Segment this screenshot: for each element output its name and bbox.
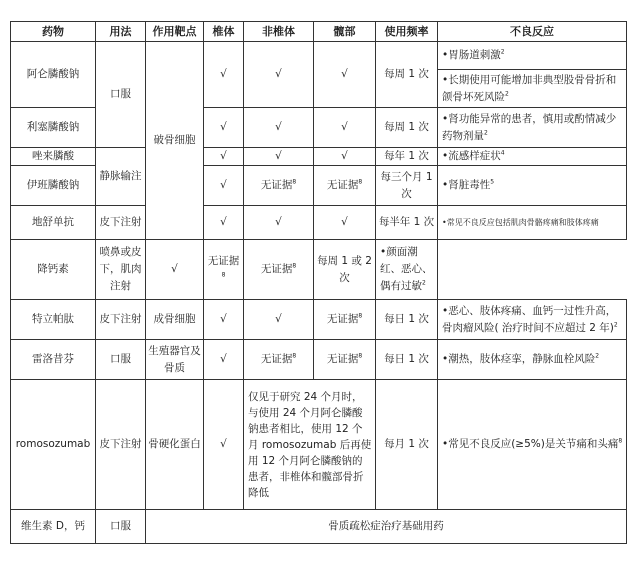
target-cell: 生殖器官及骨质 <box>146 340 204 380</box>
drug-cell: 维生素 D，钙 <box>11 510 96 544</box>
adverse-cell: •常见不良反应包括肌肉骨骼疼痛和肢体疼痛 <box>438 206 627 240</box>
frequency-cell: 每日 1 次 <box>376 300 438 340</box>
vertebral-cell: √ <box>204 206 244 240</box>
drug-cell: 利塞膦酸钠 <box>11 108 96 148</box>
table-row <box>11 240 627 300</box>
frequency-cell: 每半年 1 次 <box>376 206 438 240</box>
vertebral-cell: √ <box>204 380 244 510</box>
header-nonvertebral: 非椎体 <box>244 22 314 42</box>
header-row <box>11 22 627 42</box>
vertebral-cell: √ <box>146 240 204 300</box>
adverse-cell: •胃肠道刺激$^2$ <box>438 42 627 70</box>
route-cell: 口服 <box>96 340 146 380</box>
table-row <box>11 380 627 510</box>
adverse-cell: •流感样症状$^4$ <box>438 148 627 166</box>
drug-cell: romosozumab <box>11 380 96 510</box>
header-hip: 髋部 <box>314 22 376 42</box>
nonvertebral-cell: 无证据$^8$ <box>244 166 314 206</box>
hip-cell: 无证据$^8$ <box>314 300 376 340</box>
frequency-cell: 每三个月 1 次 <box>376 166 438 206</box>
adverse-cell: •肾功能异常的患者，慎用或酌情减少药物剂量$^2$ <box>438 108 627 148</box>
route-cell: 喷鼻或皮下，肌肉注射 <box>96 240 146 300</box>
vertebral-cell: √ <box>204 148 244 166</box>
target-cell: 破骨细胞 <box>146 42 204 240</box>
nonvertebral-hip-cell: 仅见于研究 24 个月时，与使用 24 个月阿仑膦酸钠患者相比，使用 12 个月 romosozumab 后再使用 12 个月阿仑膦酸钠的患者，非椎体和髋部骨折降低 <box>244 380 376 510</box>
table-row <box>11 300 627 340</box>
frequency-cell: 每周 1 次 <box>376 108 438 148</box>
route-cell: 口服 <box>96 510 146 544</box>
table-row <box>11 340 627 380</box>
drug-cell: 特立帕肽 <box>11 300 96 340</box>
table-row <box>11 42 627 70</box>
nonvertebral-cell: √ <box>244 206 314 240</box>
hip-cell: √ <box>314 148 376 166</box>
hip-cell: 无证据$^8$ <box>244 240 314 300</box>
vertebral-cell: √ <box>204 166 244 206</box>
drug-cell: 地舒单抗 <box>11 206 96 240</box>
drug-cell: 唑来膦酸 <box>11 148 96 166</box>
vertebral-cell: √ <box>204 340 244 380</box>
route-cell: 皮下注射 <box>96 206 146 240</box>
header-target: 作用靶点 <box>146 22 204 42</box>
frequency-cell: 每周 1 或 2 次 <box>314 240 376 300</box>
vertebral-cell: √ <box>204 108 244 148</box>
hip-cell: 无证据$^8$ <box>314 166 376 206</box>
adverse-cell: •常见不良反应(≥5%)是关节痛和头痛$^8$ <box>438 380 627 510</box>
nonvertebral-cell: 无证据$^8$ <box>244 340 314 380</box>
nonvertebral-cell: √ <box>244 300 314 340</box>
drug-cell: 降钙素 <box>11 240 96 300</box>
target-cell: 成骨细胞 <box>146 300 204 340</box>
drug-cell: 阿仑膦酸钠 <box>11 42 96 108</box>
target-cell: 骨硬化蛋白 <box>146 380 204 510</box>
nonvertebral-cell: √ <box>244 42 314 108</box>
frequency-cell: 每日 1 次 <box>376 340 438 380</box>
drug-comparison-table <box>10 21 627 544</box>
nonvertebral-cell: √ <box>244 108 314 148</box>
drug-cell: 伊班膦酸钠 <box>11 166 96 206</box>
hip-cell: √ <box>314 108 376 148</box>
adverse-cell: •颜面潮红、恶心、偶有过敏$^2$ <box>376 240 438 300</box>
frequency-cell: 每周 1 次 <box>376 42 438 108</box>
header-adverse: 不良反应 <box>438 22 627 42</box>
adverse-cell: •长期使用可能增加非典型股骨骨折和颌骨坏死风险$^2$ <box>438 70 627 108</box>
frequency-cell: 每月 1 次 <box>376 380 438 510</box>
drug-cell: 雷洛昔芬 <box>11 340 96 380</box>
hip-cell: √ <box>314 42 376 108</box>
table-row <box>11 510 627 544</box>
nonvertebral-cell: 无证据$^8$ <box>204 240 244 300</box>
frequency-cell: 每年 1 次 <box>376 148 438 166</box>
nonvertebral-cell: √ <box>244 148 314 166</box>
route-cell: 口服 <box>96 42 146 148</box>
header-frequency: 使用频率 <box>376 22 438 42</box>
table-row <box>11 206 627 240</box>
adverse-cell: •恶心、肢体疼痛、血钙一过性升高，骨肉瘤风险( 治疗时间不应超过 2 年)$^2$ <box>438 300 627 340</box>
route-cell: 静脉输注 <box>96 148 146 206</box>
route-cell: 皮下注射 <box>96 380 146 510</box>
vertebral-cell: √ <box>204 42 244 108</box>
base-therapy-cell: 骨质疏松症治疗基础用药 <box>146 510 627 544</box>
header-vertebral: 椎体 <box>204 22 244 42</box>
table-row <box>11 148 627 166</box>
header-route: 用法 <box>96 22 146 42</box>
adverse-cell: •潮热，肢体痉挛，静脉血栓风险$^2$ <box>438 340 627 380</box>
hip-cell: √ <box>314 206 376 240</box>
drug-table-wrap <box>10 21 627 544</box>
route-cell: 皮下注射 <box>96 300 146 340</box>
adverse-cell: •肾脏毒性$^5$ <box>438 166 627 206</box>
vertebral-cell: √ <box>204 300 244 340</box>
hip-cell: 无证据$^8$ <box>314 340 376 380</box>
header-drug: 药物 <box>11 22 96 42</box>
